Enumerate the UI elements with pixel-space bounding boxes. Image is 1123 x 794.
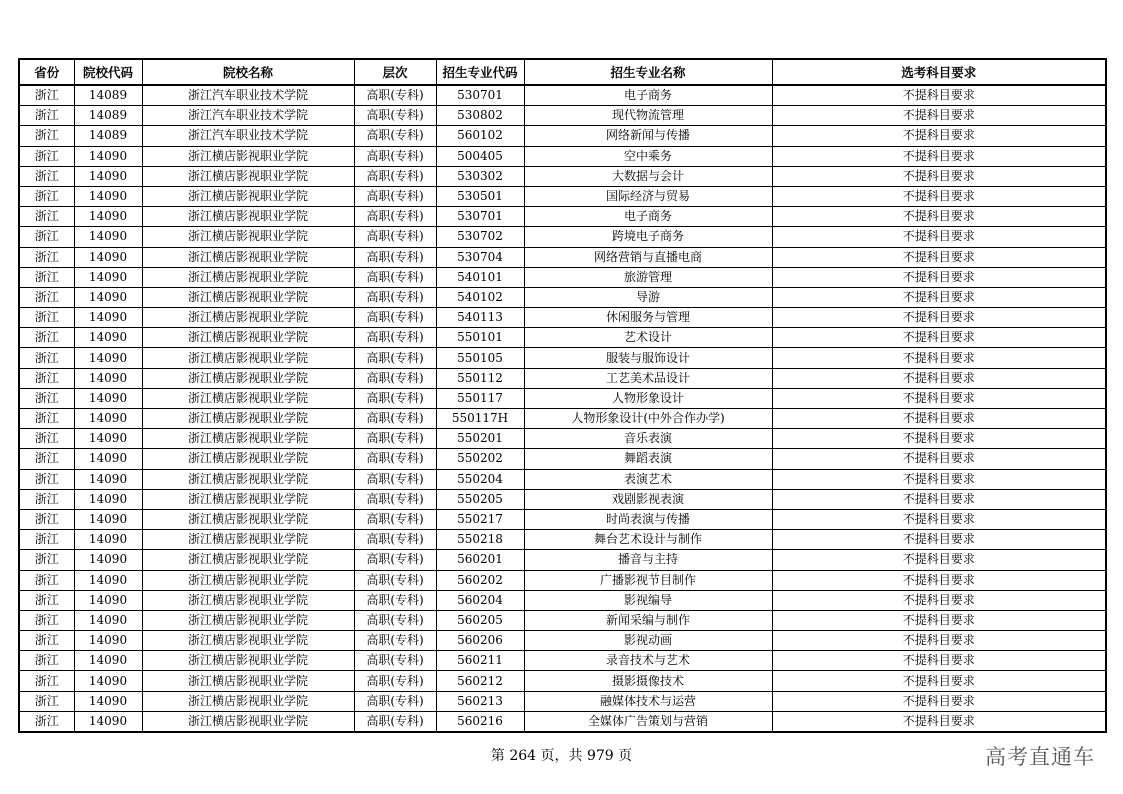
cell-school-code: 14090 xyxy=(74,671,142,691)
table-row xyxy=(19,590,1106,610)
cell-province: 浙江 xyxy=(19,308,74,328)
table-row xyxy=(19,207,1106,227)
cell-major-name: 休闲服务与管理 xyxy=(524,308,772,328)
cell-major-name: 影视动画 xyxy=(524,631,772,651)
cell-level: 高职(专科) xyxy=(354,186,436,206)
cell-major-code: 550117 xyxy=(436,388,524,408)
cell-subject-requirement: 不提科目要求 xyxy=(772,166,1106,186)
cell-level: 高职(专科) xyxy=(354,267,436,287)
table-row xyxy=(19,308,1106,328)
cell-level: 高职(专科) xyxy=(354,106,436,126)
cell-subject-requirement: 不提科目要求 xyxy=(772,368,1106,388)
cell-subject-requirement: 不提科目要求 xyxy=(772,489,1106,509)
cell-province: 浙江 xyxy=(19,207,74,227)
cell-level: 高职(专科) xyxy=(354,509,436,529)
cell-province: 浙江 xyxy=(19,429,74,449)
cell-major-name: 时尚表演与传播 xyxy=(524,509,772,529)
cell-major-code: 550201 xyxy=(436,429,524,449)
cell-major-code: 530704 xyxy=(436,247,524,267)
cell-subject-requirement: 不提科目要求 xyxy=(772,550,1106,570)
cell-major-name: 播音与主持 xyxy=(524,550,772,570)
cell-major-code: 550202 xyxy=(436,449,524,469)
cell-major-name: 电子商务 xyxy=(524,207,772,227)
table-row xyxy=(19,368,1106,388)
cell-school-code: 14090 xyxy=(74,489,142,509)
cell-level: 高职(专科) xyxy=(354,166,436,186)
cell-school-name: 浙江横店影视职业学院 xyxy=(142,227,354,247)
cell-school-name: 浙江横店影视职业学院 xyxy=(142,328,354,348)
header-subject-requirement: 选考科目要求 xyxy=(772,59,1106,85)
table-row xyxy=(19,469,1106,489)
table-row xyxy=(19,570,1106,590)
cell-subject-requirement: 不提科目要求 xyxy=(772,570,1106,590)
cell-major-code: 560213 xyxy=(436,691,524,711)
cell-province: 浙江 xyxy=(19,106,74,126)
cell-school-code: 14090 xyxy=(74,530,142,550)
cell-school-name: 浙江汽车职业技术学院 xyxy=(142,106,354,126)
cell-major-name: 旅游管理 xyxy=(524,267,772,287)
cell-major-name: 表演艺术 xyxy=(524,469,772,489)
cell-province: 浙江 xyxy=(19,509,74,529)
cell-level: 高职(专科) xyxy=(354,631,436,651)
cell-subject-requirement: 不提科目要求 xyxy=(772,207,1106,227)
cell-level: 高职(专科) xyxy=(354,489,436,509)
cell-subject-requirement: 不提科目要求 xyxy=(772,227,1106,247)
cell-province: 浙江 xyxy=(19,469,74,489)
table-row xyxy=(19,509,1106,529)
cell-major-code: 550205 xyxy=(436,489,524,509)
cell-major-name: 服装与服饰设计 xyxy=(524,348,772,368)
cell-school-name: 浙江横店影视职业学院 xyxy=(142,348,354,368)
cell-school-name: 浙江横店影视职业学院 xyxy=(142,287,354,307)
table-row xyxy=(19,610,1106,630)
table-row xyxy=(19,106,1106,126)
cell-province: 浙江 xyxy=(19,409,74,429)
cell-school-name: 浙江横店影视职业学院 xyxy=(142,671,354,691)
cell-major-code: 540113 xyxy=(436,308,524,328)
cell-school-code: 14090 xyxy=(74,186,142,206)
cell-school-name: 浙江横店影视职业学院 xyxy=(142,267,354,287)
cell-province: 浙江 xyxy=(19,166,74,186)
cell-major-code: 500405 xyxy=(436,146,524,166)
table-header xyxy=(19,59,1106,85)
cell-province: 浙江 xyxy=(19,631,74,651)
cell-province: 浙江 xyxy=(19,691,74,711)
cell-school-name: 浙江横店影视职业学院 xyxy=(142,570,354,590)
cell-major-name: 全媒体广告策划与营销 xyxy=(524,711,772,732)
cell-major-name: 跨境电子商务 xyxy=(524,227,772,247)
cell-school-code: 14089 xyxy=(74,106,142,126)
cell-subject-requirement: 不提科目要求 xyxy=(772,146,1106,166)
cell-level: 高职(专科) xyxy=(354,570,436,590)
cell-major-code: 560205 xyxy=(436,610,524,630)
cell-school-name: 浙江横店影视职业学院 xyxy=(142,711,354,732)
cell-school-name: 浙江横店影视职业学院 xyxy=(142,368,354,388)
cell-subject-requirement: 不提科目要求 xyxy=(772,328,1106,348)
table-row xyxy=(19,550,1106,570)
cell-level: 高职(专科) xyxy=(354,429,436,449)
cell-major-code: 530702 xyxy=(436,227,524,247)
cell-major-code: 550101 xyxy=(436,328,524,348)
header-school-code: 院校代码 xyxy=(74,59,142,85)
cell-major-code: 550105 xyxy=(436,348,524,368)
table-row xyxy=(19,126,1106,146)
cell-level: 高职(专科) xyxy=(354,469,436,489)
table-row xyxy=(19,247,1106,267)
cell-subject-requirement: 不提科目要求 xyxy=(772,590,1106,610)
cell-school-code: 14090 xyxy=(74,146,142,166)
cell-level: 高职(专科) xyxy=(354,308,436,328)
cell-school-name: 浙江横店影视职业学院 xyxy=(142,429,354,449)
cell-province: 浙江 xyxy=(19,126,74,146)
cell-school-code: 14090 xyxy=(74,227,142,247)
table-row xyxy=(19,388,1106,408)
cell-level: 高职(专科) xyxy=(354,146,436,166)
cell-major-code: 550204 xyxy=(436,469,524,489)
header-major-code: 招生专业代码 xyxy=(436,59,524,85)
table-row xyxy=(19,186,1106,206)
cell-subject-requirement: 不提科目要求 xyxy=(772,711,1106,732)
cell-major-name: 人物形象设计 xyxy=(524,388,772,408)
cell-subject-requirement: 不提科目要求 xyxy=(772,691,1106,711)
cell-school-name: 浙江汽车职业技术学院 xyxy=(142,126,354,146)
cell-major-name: 国际经济与贸易 xyxy=(524,186,772,206)
header-row xyxy=(19,59,1106,85)
cell-school-name: 浙江横店影视职业学院 xyxy=(142,308,354,328)
cell-subject-requirement: 不提科目要求 xyxy=(772,509,1106,529)
cell-school-name: 浙江横店影视职业学院 xyxy=(142,388,354,408)
cell-subject-requirement: 不提科目要求 xyxy=(772,610,1106,630)
cell-major-code: 550218 xyxy=(436,530,524,550)
cell-major-name: 工艺美术品设计 xyxy=(524,368,772,388)
cell-level: 高职(专科) xyxy=(354,287,436,307)
cell-level: 高职(专科) xyxy=(354,388,436,408)
table-row xyxy=(19,267,1106,287)
cell-major-code: 530802 xyxy=(436,106,524,126)
table-row xyxy=(19,489,1106,509)
cell-major-name: 网络新闻与传播 xyxy=(524,126,772,146)
cell-major-name: 舞台艺术设计与制作 xyxy=(524,530,772,550)
cell-subject-requirement: 不提科目要求 xyxy=(772,651,1106,671)
cell-school-code: 14090 xyxy=(74,429,142,449)
cell-level: 高职(专科) xyxy=(354,126,436,146)
cell-school-code: 14090 xyxy=(74,409,142,429)
cell-subject-requirement: 不提科目要求 xyxy=(772,671,1106,691)
cell-level: 高职(专科) xyxy=(354,368,436,388)
cell-level: 高职(专科) xyxy=(354,550,436,570)
cell-level: 高职(专科) xyxy=(354,530,436,550)
cell-province: 浙江 xyxy=(19,489,74,509)
cell-level: 高职(专科) xyxy=(354,711,436,732)
cell-subject-requirement: 不提科目要求 xyxy=(772,308,1106,328)
cell-major-name: 新闻采编与制作 xyxy=(524,610,772,630)
cell-major-code: 530701 xyxy=(436,85,524,106)
cell-province: 浙江 xyxy=(19,227,74,247)
cell-major-name: 广播影视节目制作 xyxy=(524,570,772,590)
cell-major-name: 舞蹈表演 xyxy=(524,449,772,469)
cell-major-code: 560211 xyxy=(436,651,524,671)
cell-level: 高职(专科) xyxy=(354,651,436,671)
cell-major-name: 人物形象设计(中外合作办学) xyxy=(524,409,772,429)
cell-major-code: 560202 xyxy=(436,570,524,590)
cell-school-code: 14090 xyxy=(74,610,142,630)
cell-school-name: 浙江横店影视职业学院 xyxy=(142,247,354,267)
table-row xyxy=(19,328,1106,348)
cell-major-code: 560102 xyxy=(436,126,524,146)
cell-province: 浙江 xyxy=(19,85,74,106)
cell-school-code: 14090 xyxy=(74,388,142,408)
cell-major-name: 电子商务 xyxy=(524,85,772,106)
cell-school-code: 14090 xyxy=(74,267,142,287)
cell-subject-requirement: 不提科目要求 xyxy=(772,348,1106,368)
watermark-logo-text: 高考直通车 xyxy=(985,745,1095,769)
cell-subject-requirement: 不提科目要求 xyxy=(772,186,1106,206)
cell-subject-requirement: 不提科目要求 xyxy=(772,631,1106,651)
header-level: 层次 xyxy=(354,59,436,85)
cell-school-name: 浙江横店影视职业学院 xyxy=(142,469,354,489)
cell-school-code: 14090 xyxy=(74,651,142,671)
cell-province: 浙江 xyxy=(19,550,74,570)
cell-school-name: 浙江横店影视职业学院 xyxy=(142,691,354,711)
cell-school-code: 14089 xyxy=(74,126,142,146)
cell-school-name: 浙江横店影视职业学院 xyxy=(142,449,354,469)
cell-school-code: 14090 xyxy=(74,691,142,711)
table-row xyxy=(19,671,1106,691)
cell-school-code: 14090 xyxy=(74,550,142,570)
cell-school-code: 14090 xyxy=(74,368,142,388)
cell-school-name: 浙江横店影视职业学院 xyxy=(142,550,354,570)
cell-major-code: 560206 xyxy=(436,631,524,651)
cell-province: 浙江 xyxy=(19,530,74,550)
cell-school-name: 浙江汽车职业技术学院 xyxy=(142,85,354,106)
cell-level: 高职(专科) xyxy=(354,590,436,610)
table-row xyxy=(19,85,1106,106)
table-row xyxy=(19,227,1106,247)
cell-province: 浙江 xyxy=(19,570,74,590)
cell-major-name: 影视编导 xyxy=(524,590,772,610)
cell-school-name: 浙江横店影视职业学院 xyxy=(142,409,354,429)
cell-major-code: 560204 xyxy=(436,590,524,610)
cell-subject-requirement: 不提科目要求 xyxy=(772,267,1106,287)
cell-major-name: 空中乘务 xyxy=(524,146,772,166)
cell-province: 浙江 xyxy=(19,388,74,408)
cell-province: 浙江 xyxy=(19,247,74,267)
cell-level: 高职(专科) xyxy=(354,671,436,691)
cell-school-code: 14090 xyxy=(74,469,142,489)
cell-school-name: 浙江横店影视职业学院 xyxy=(142,146,354,166)
cell-subject-requirement: 不提科目要求 xyxy=(772,85,1106,106)
cell-school-name: 浙江横店影视职业学院 xyxy=(142,530,354,550)
cell-province: 浙江 xyxy=(19,328,74,348)
cell-province: 浙江 xyxy=(19,267,74,287)
cell-subject-requirement: 不提科目要求 xyxy=(772,106,1106,126)
cell-school-code: 14090 xyxy=(74,631,142,651)
table-row xyxy=(19,691,1106,711)
cell-province: 浙江 xyxy=(19,287,74,307)
cell-major-name: 大数据与会计 xyxy=(524,166,772,186)
table-row xyxy=(19,530,1106,550)
table-row xyxy=(19,449,1106,469)
cell-major-code: 550112 xyxy=(436,368,524,388)
cell-province: 浙江 xyxy=(19,651,74,671)
cell-major-code: 550117H xyxy=(436,409,524,429)
cell-level: 高职(专科) xyxy=(354,227,436,247)
cell-subject-requirement: 不提科目要求 xyxy=(772,409,1106,429)
cell-major-code: 560216 xyxy=(436,711,524,732)
cell-school-name: 浙江横店影视职业学院 xyxy=(142,207,354,227)
page-number: 第 264 页，共 979 页 xyxy=(490,748,633,764)
table-row xyxy=(19,146,1106,166)
header-province: 省份 xyxy=(19,59,74,85)
header-major-name: 招生专业名称 xyxy=(524,59,772,85)
cell-level: 高职(专科) xyxy=(354,348,436,368)
cell-province: 浙江 xyxy=(19,590,74,610)
cell-major-code: 530302 xyxy=(436,166,524,186)
cell-school-code: 14089 xyxy=(74,85,142,106)
cell-province: 浙江 xyxy=(19,368,74,388)
cell-major-code: 540102 xyxy=(436,287,524,307)
cell-school-name: 浙江横店影视职业学院 xyxy=(142,489,354,509)
cell-major-code: 530501 xyxy=(436,186,524,206)
cell-school-name: 浙江横店影视职业学院 xyxy=(142,590,354,610)
cell-province: 浙江 xyxy=(19,610,74,630)
table-row xyxy=(19,166,1106,186)
cell-major-name: 艺术设计 xyxy=(524,328,772,348)
cell-level: 高职(专科) xyxy=(354,449,436,469)
cell-school-name: 浙江横店影视职业学院 xyxy=(142,651,354,671)
cell-major-name: 摄影摄像技术 xyxy=(524,671,772,691)
cell-school-code: 14090 xyxy=(74,207,142,227)
table-body xyxy=(19,85,1106,732)
cell-province: 浙江 xyxy=(19,146,74,166)
cell-level: 高职(专科) xyxy=(354,207,436,227)
cell-major-code: 550217 xyxy=(436,509,524,529)
cell-subject-requirement: 不提科目要求 xyxy=(772,388,1106,408)
cell-major-name: 戏剧影视表演 xyxy=(524,489,772,509)
cell-major-code: 540101 xyxy=(436,267,524,287)
cell-school-code: 14090 xyxy=(74,711,142,732)
cell-level: 高职(专科) xyxy=(354,247,436,267)
cell-major-code: 560212 xyxy=(436,671,524,691)
cell-level: 高职(专科) xyxy=(354,691,436,711)
cell-subject-requirement: 不提科目要求 xyxy=(772,126,1106,146)
cell-school-code: 14090 xyxy=(74,590,142,610)
cell-province: 浙江 xyxy=(19,671,74,691)
table-row xyxy=(19,651,1106,671)
cell-school-code: 14090 xyxy=(74,166,142,186)
cell-school-code: 14090 xyxy=(74,348,142,368)
cell-school-code: 14090 xyxy=(74,328,142,348)
table-row xyxy=(19,711,1106,732)
cell-school-code: 14090 xyxy=(74,449,142,469)
admission-table xyxy=(18,58,1107,733)
cell-subject-requirement: 不提科目要求 xyxy=(772,469,1106,489)
cell-major-name: 现代物流管理 xyxy=(524,106,772,126)
cell-subject-requirement: 不提科目要求 xyxy=(772,449,1106,469)
cell-subject-requirement: 不提科目要求 xyxy=(772,247,1106,267)
table-row xyxy=(19,348,1106,368)
cell-school-code: 14090 xyxy=(74,570,142,590)
header-school-name: 院校名称 xyxy=(142,59,354,85)
cell-province: 浙江 xyxy=(19,348,74,368)
cell-subject-requirement: 不提科目要求 xyxy=(772,530,1106,550)
cell-school-name: 浙江横店影视职业学院 xyxy=(142,509,354,529)
cell-major-name: 录音技术与艺术 xyxy=(524,651,772,671)
cell-school-name: 浙江横店影视职业学院 xyxy=(142,610,354,630)
table-row xyxy=(19,429,1106,449)
cell-level: 高职(专科) xyxy=(354,85,436,106)
cell-major-name: 音乐表演 xyxy=(524,429,772,449)
cell-province: 浙江 xyxy=(19,186,74,206)
cell-school-code: 14090 xyxy=(74,287,142,307)
table-row xyxy=(19,631,1106,651)
cell-level: 高职(专科) xyxy=(354,409,436,429)
cell-subject-requirement: 不提科目要求 xyxy=(772,429,1106,449)
cell-major-name: 导游 xyxy=(524,287,772,307)
cell-school-code: 14090 xyxy=(74,308,142,328)
cell-major-name: 网络营销与直播电商 xyxy=(524,247,772,267)
cell-level: 高职(专科) xyxy=(354,328,436,348)
cell-major-name: 融媒体技术与运营 xyxy=(524,691,772,711)
cell-province: 浙江 xyxy=(19,711,74,732)
cell-major-code: 560201 xyxy=(436,550,524,570)
cell-school-name: 浙江横店影视职业学院 xyxy=(142,166,354,186)
cell-major-code: 530701 xyxy=(436,207,524,227)
cell-school-name: 浙江横店影视职业学院 xyxy=(142,631,354,651)
cell-subject-requirement: 不提科目要求 xyxy=(772,287,1106,307)
cell-school-code: 14090 xyxy=(74,509,142,529)
table-row xyxy=(19,409,1106,429)
table-row xyxy=(19,287,1106,307)
cell-province: 浙江 xyxy=(19,449,74,469)
cell-school-code: 14090 xyxy=(74,247,142,267)
cell-school-name: 浙江横店影视职业学院 xyxy=(142,186,354,206)
cell-level: 高职(专科) xyxy=(354,610,436,630)
